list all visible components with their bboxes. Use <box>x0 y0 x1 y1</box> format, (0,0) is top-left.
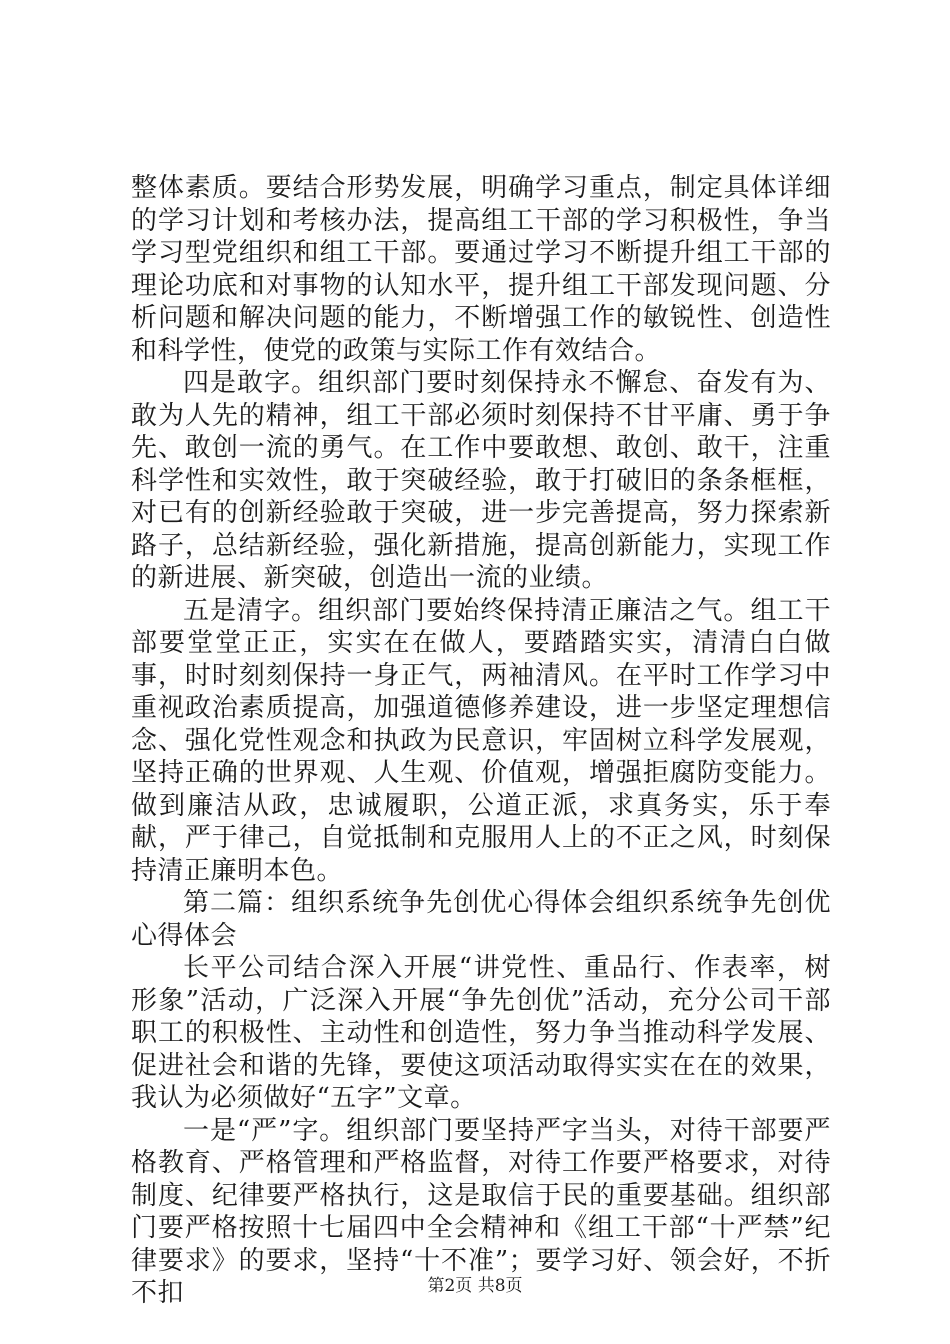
page-number-footer: 第2页 共8页 <box>427 1276 523 1296</box>
section-heading: 第二篇：组织系统争先创优心得体会组织系统争先创优心得体会 <box>131 888 831 951</box>
paragraph: 整体素质。要结合形势发展，明确学习重点，制定具体详细的学习计划和考核办法，提高组工干部的学习积极性，争当学习型党组织和组工干部。要通过学习不断提升组工干部的理论功底和对事物的认知水平，提升组工干部发现问题、分析问题和解决问题的能力，不断增强工作的敏锐性、创造性和科学性，使党的政策与实际工作有效结合。 <box>131 173 831 366</box>
document-body <box>131 172 831 1310</box>
paragraph: 四是敢字。组织部门要时刻保持永不懈怠、奋发有为、敢为人先的精神，组工干部必须时刻保持不甘平庸、勇于争先、敢创一流的勇气。在工作中要敢想、敢创、敢干，注重科学性和实效性，敢于突破经验，敢于打破旧的条条框框，对已有的创新经验敢于突破，进一步完善提高，努力探索新路子，总结新经验，强化新措施，提高创新能力，实现工作的新进展、新突破，创造出一流的业绩。 <box>131 368 831 593</box>
paragraph: 五是清字。组织部门要始终保持清正廉洁之气。组工干部要堂堂正正，实实在在做人，要踏踏实实，清清白白做事，时时刻刻保持一身正气，两袖清风。在平时工作学习中重视政治素质提高，加强道德修养建设，进一步坚定理想信念、强化党性观念和执政为民意识，牢固树立科学发展观，坚持正确的世界观、人生观、价值观，增强拒腐防变能力。做到廉洁从政，忠诚履职，公道正派，求真务实，乐于奉献，严于律己，自觉抵制和克服用人上的不正之风，时刻保持清正廉明本色。 <box>131 595 831 886</box>
paragraph: 长平公司结合深入开展“讲党性、重品行、作表率，树形象”活动，广泛深入开展“争先创优”活动，充分公司干部职工的积极性、主动性和创造性，努力争当推动科学发展、促进社会和谐的先锋，要使这项活动取得实实在在的效果，我认为必须做好“五字”文章。 <box>131 953 831 1113</box>
paragraph: 一是“严”字。组织部门要坚持严字当头，对待干部要严格教育、严格管理和严格监督，对待工作要严格要求，对待制度、纪律要严格执行，这是取信于民的重要基础。组织部门要严格按照十七届四中全会精神和《组工干部“十严禁”纪律要求》的要求，坚持“十不准”；要学习好、领会好，不折不扣 <box>131 1115 831 1308</box>
